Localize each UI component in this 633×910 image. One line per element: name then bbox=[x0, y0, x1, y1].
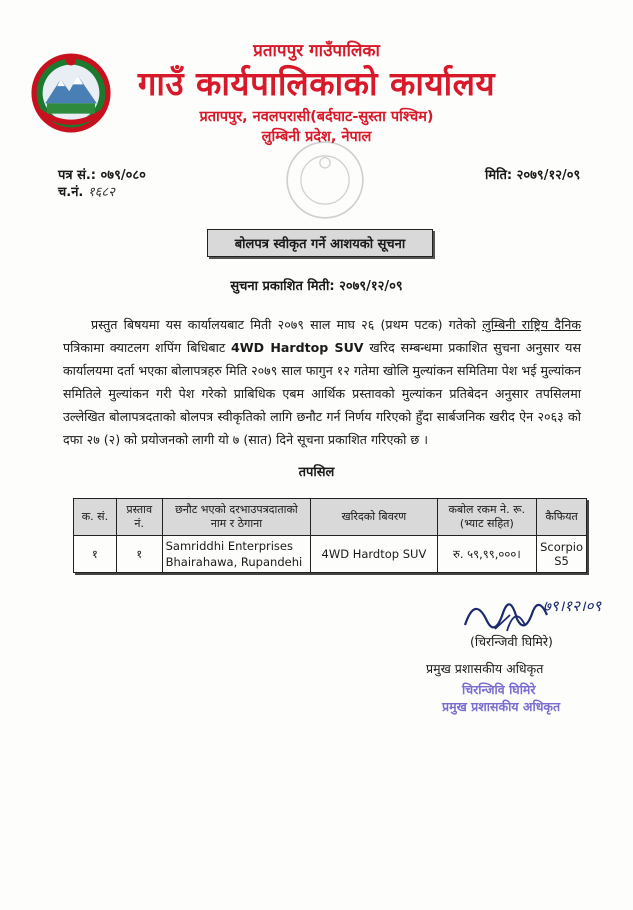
notice-body bbox=[63, 313, 581, 451]
office-stamp-watermark-icon bbox=[282, 137, 368, 223]
letter-number-label: पत्र सं.: bbox=[58, 168, 97, 183]
table-header-row bbox=[74, 499, 587, 536]
signatory-title: प्रमुख प्रशासकीय अधिकृत bbox=[426, 661, 544, 676]
dispatch-number-label: च.नं. bbox=[58, 185, 84, 200]
notice-body-part-1: प्रस्तुत बिषयमा यस कार्यालयबाट मिती २०७९ साल माघ २६ (प्रथम पटक) गतेको bbox=[91, 317, 483, 332]
signature-date: ७९।१२।०९ bbox=[543, 597, 602, 615]
notice-body-part-2: पत्रिकामा क्याटलग शपिंग बिधिबाट bbox=[63, 340, 232, 355]
column-header-proposal: प्रस्ताव नं. bbox=[116, 499, 162, 536]
bidder-address: Bhairahawa, Rupandehi bbox=[165, 555, 303, 569]
schedule-heading: तपसिल bbox=[298, 465, 335, 480]
cell-bidder bbox=[162, 536, 311, 573]
newspaper-name: लुम्बिनी राष्ट्रिय दैनिक bbox=[482, 317, 581, 332]
published-date-value: २०७९/१२/०९ bbox=[339, 279, 403, 294]
letter-number-value: ०७९/०८० bbox=[100, 168, 146, 183]
item-name-bold: 4WD Hardtop SUV bbox=[231, 340, 364, 355]
column-header-amount: कबोल रकम ने. रू. (भ्याट सहित) bbox=[437, 499, 536, 536]
stamp-name: चिरन्जिवि घिमिरे bbox=[462, 682, 536, 697]
column-header-remarks: कैफियत bbox=[537, 499, 587, 536]
cell-amount: रु. ५९,९९,०००। bbox=[437, 536, 536, 573]
stamp-title: प्रमुख प्रशासकीय अधिकृत bbox=[442, 699, 561, 714]
office-address: प्रतापपुर, नवलपरासी(बर्दघाट-सुस्ता पश्चिम) bbox=[199, 109, 434, 125]
published-date-label: सुचना प्रकाशित मिती: bbox=[230, 279, 335, 294]
cell-proposal: १ bbox=[116, 536, 162, 573]
cell-sn: १ bbox=[74, 536, 117, 573]
notice-body-part-3: खरिद सम्बन्धमा प्रकाशित सुचना अनुसार यस कार्यालयमा दर्ता भएका बोलापत्रहरु मिति २०७९ साल फागुन १२ गतेमा खोलि मुल्यांकन समितिमा पेश भई मुल्यांकन समितिले मुल्यांकन गरी पेश गरेको प्राबिधिक एबम आर्थिक प्रस्तावको मुल्यांकन प्रतिबेदन अनुसार तपसिलमा उल्लेखित बोलापत्रदताको बोलपत्र स्वीकृतिको लागि छनौट गर्न निर्णय गरिएको हुँदा सार्बजनिक खरीद ऐन २०६३ को दफा २७ (२) को प्रयोजनको लागी यो ७ (सात) दिने सूचना प्रकाशित गरिएको छ । bbox=[63, 340, 581, 447]
office-name: गाउँ कार्यपालिकाको कार्यालय bbox=[137, 64, 496, 103]
column-header-sn: क. सं. bbox=[74, 499, 117, 536]
published-date-line bbox=[0, 276, 633, 294]
cell-description: 4WD Hardtop SUV bbox=[311, 536, 437, 573]
letter-number bbox=[58, 165, 146, 183]
bidder-name: Samriddhi Enterprises bbox=[165, 539, 293, 553]
schedule-table bbox=[73, 498, 587, 573]
cell-remarks: Scorpio S5 bbox=[537, 536, 587, 573]
municipality-name: प्रतापपुर गाउँपालिका bbox=[253, 41, 380, 61]
dispatch-number bbox=[58, 182, 115, 200]
letter-date-value: २०७९/१२/०९ bbox=[516, 168, 581, 183]
notice-title: बोलपत्र स्वीकृत गर्ने आशयको सूचना bbox=[207, 229, 433, 257]
column-header-description: खरिदको बिवरण bbox=[311, 499, 437, 536]
office-province: लुम्बिनी प्रदेश, नेपाल bbox=[261, 129, 372, 145]
letter-date-label: मिति: bbox=[485, 168, 513, 183]
column-header-bidder: छनौट भएको दरभाउपत्रदाताको नाम र ठेगाना bbox=[162, 499, 311, 536]
table-row bbox=[74, 536, 587, 573]
letter-date bbox=[485, 165, 580, 183]
signatory-name: (चिरन्जिवी घिमिरे) bbox=[470, 634, 553, 649]
dispatch-number-value: १६८२ bbox=[87, 185, 115, 200]
